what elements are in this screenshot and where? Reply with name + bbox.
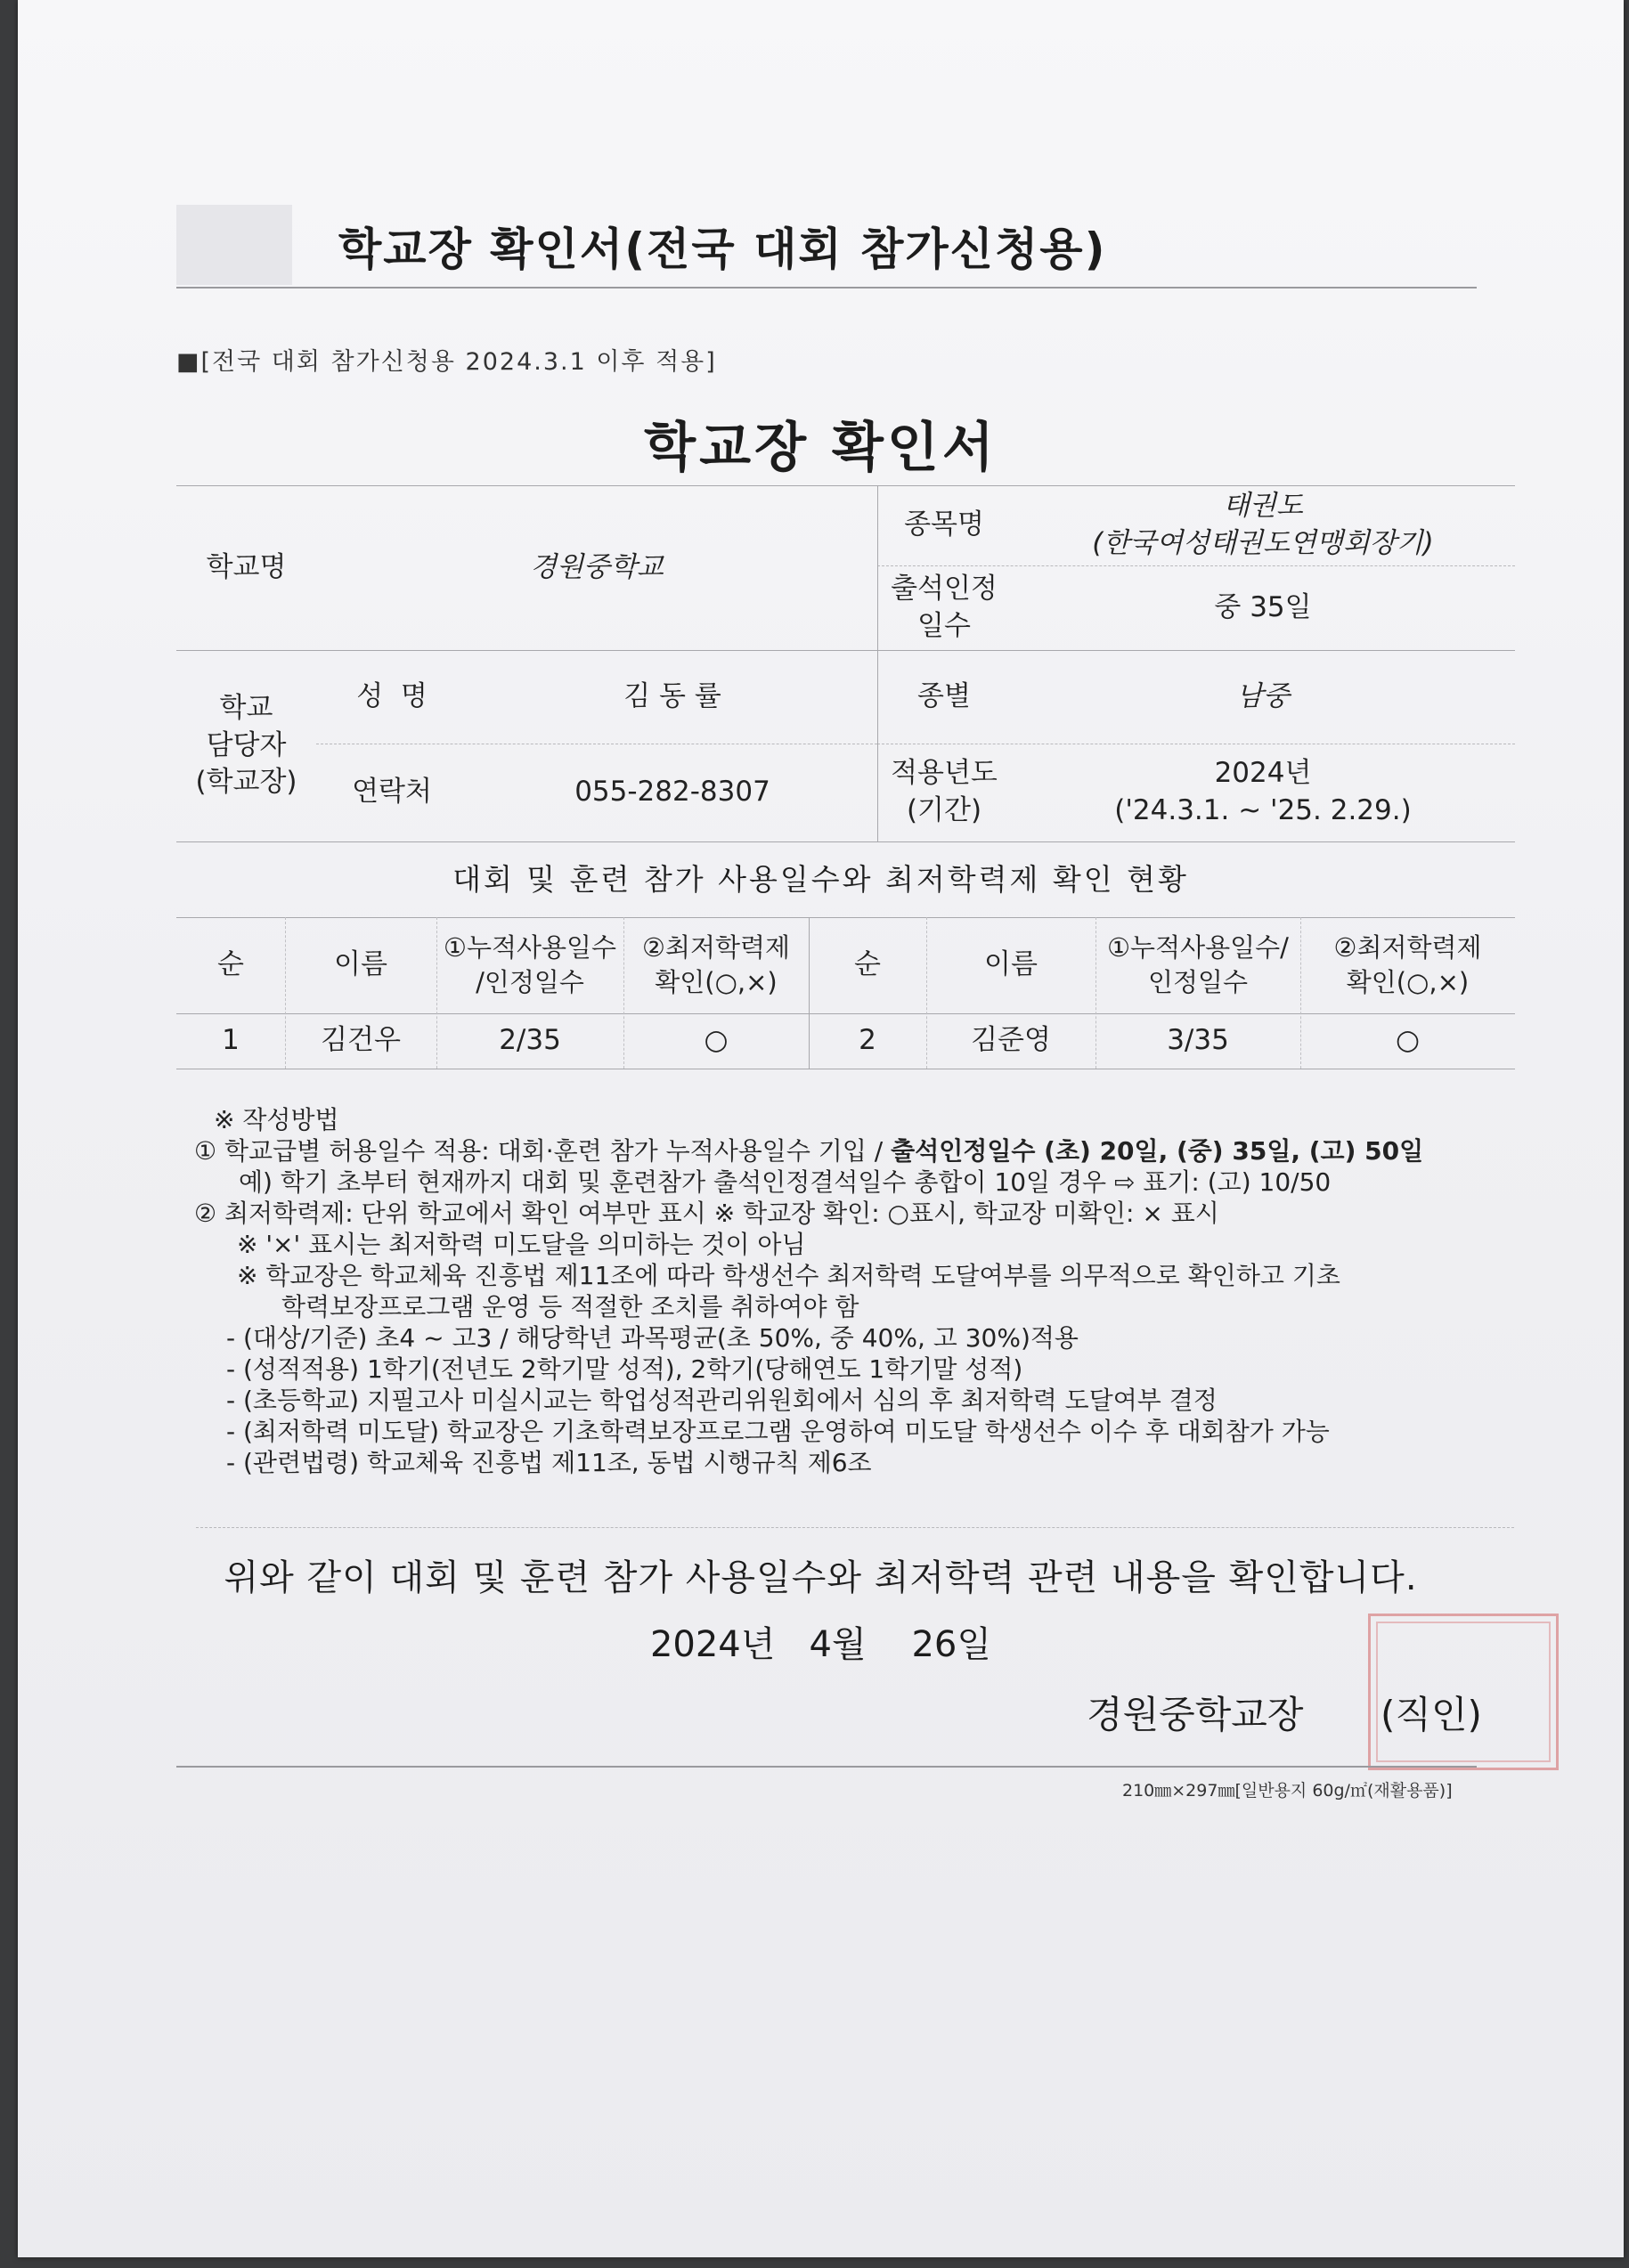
header-name: 이름 (334, 948, 387, 981)
header-days (1096, 917, 1300, 1013)
principal-signature: 경원중학교장 (1087, 1693, 1304, 1736)
row-check: ○ (1395, 1024, 1421, 1057)
document-title: 학교장 확인서 (644, 417, 998, 479)
header-line: ①누적사용일수 (443, 931, 617, 963)
header-line: ②최저학력제 (641, 931, 791, 963)
label-line: (기간) (906, 794, 982, 826)
header-line: /인정일수 (476, 967, 584, 997)
value-line: 2024년 (1214, 757, 1312, 790)
seal-label: (직인) (1381, 1693, 1482, 1736)
phone-value: 055-282-8307 (574, 776, 770, 809)
writing-instructions (194, 1104, 1530, 1478)
header-check (1300, 917, 1515, 1013)
paper-spec: 210㎜×297㎜[일반용지 60g/㎡(재활용품)] (1122, 1781, 1453, 1801)
label-line: 출석인정 (891, 572, 998, 605)
header-line: ②최저학력제 (1333, 931, 1482, 963)
event-value-line: 태권도 (1223, 490, 1303, 523)
row-days: 2/35 (499, 1024, 561, 1057)
event-value (1011, 485, 1515, 565)
contact-person-label (176, 650, 316, 841)
label-line: 학교 (219, 691, 273, 724)
header-line: ①누적사용일수/ (1107, 931, 1289, 963)
header-days (436, 917, 623, 1013)
label-line: (학교장) (195, 766, 297, 799)
status-section-title: 대회 및 훈련 참가 사용일수와 최저학력제 확인 현황 (452, 862, 1189, 897)
note-bullet: - (관련법령) 학교체육 진흥법 제11조, 동법 시행규칙 제6조 (226, 1448, 872, 1477)
document-header: 학교장 확인서(전국 대회 참가신청용) (338, 224, 1107, 275)
note-item: ② 최저학력제: 단위 학교에서 확인 여부만 표시 ※ 학교장 확인: ○표시, 학교장 미확인: × 표시 (194, 1199, 1219, 1228)
applicable-year-value (1011, 744, 1515, 841)
issue-date: 2024년 4월 26일 (649, 1624, 992, 1665)
event-value-line: (한국여성태권도연맹회장기) (1092, 527, 1434, 559)
header-rule (176, 287, 1477, 289)
notes-rule (196, 1527, 1514, 1528)
note-bullet: - (초등학교) 지필고사 미실시교는 학업성적관리위원회에서 심의 후 최저학력 도달여부 결정 (226, 1386, 1218, 1415)
header-no: 순 (854, 948, 881, 981)
note-item: ※ 학교장은 학교체육 진흥법 제11조에 따라 학생선수 최저학력 도달여부를 의무적으로 확인하고 기초 (237, 1261, 1340, 1290)
header-line: 확인(○,×) (1346, 967, 1470, 997)
note-bullet: - (성적적용) 1학기(전년도 2학기말 성적), 2학기(당해연도 1학기말 성적) (226, 1354, 1023, 1384)
attendance-days-label (877, 565, 1011, 650)
note-bullet: - (최저학력 미도달) 학교장은 기초학력보장프로그램 운영하여 미도달 학생선수 이수 후 대회참가 가능 (226, 1417, 1330, 1446)
school-name-label: 학교명 (206, 550, 287, 583)
row-days: 3/35 (1167, 1024, 1229, 1057)
header-shade (176, 205, 292, 285)
row-no: 2 (859, 1024, 876, 1057)
note-text: ① 학교급별 허용일수 적용: 대회·훈련 참가 누적사용일수 기입 / (194, 1136, 892, 1166)
note-item: 학력보장프로그램 운영 등 적절한 조치를 취하여야 함 (281, 1292, 859, 1321)
applicable-year-label (877, 744, 1011, 841)
name-value: 김 동 률 (623, 679, 721, 712)
row-no: 1 (222, 1024, 240, 1057)
value-line: ('24.3.1. ~ '25. 2.29.) (1114, 794, 1412, 826)
label-line: 일수 (917, 609, 971, 642)
note-item: ※ '×' 표시는 최저학력 미도달을 의미하는 것이 아님 (237, 1230, 806, 1259)
phone-label: 연락처 (352, 776, 432, 809)
applicability-notice: ■[전국 대회 참가신청용 2024.3.1 이후 적용] (176, 348, 717, 376)
confirmation-statement: 위와 같이 대회 및 훈련 참가 사용일수와 최저학력 관련 내용을 확인합니다. (224, 1557, 1418, 1598)
info-table-bottom (176, 841, 1515, 842)
header-line: 확인(○,×) (655, 967, 778, 997)
note-item (194, 1135, 1530, 1167)
note-bullet: - (대상/기준) 초4 ~ 고3 / 해당학년 과목평균(초 50%, 중 40%, 고 30%)적용 (226, 1323, 1079, 1353)
note-item: 예) 학기 초부터 현재까지 대회 및 훈련참가 출석인정결석일수 총합이 10일 경우 ⇨ 표기: (고) 10/50 (239, 1167, 1332, 1197)
header-name: 이름 (984, 948, 1038, 981)
event-label: 종목명 (904, 508, 984, 541)
header-no: 순 (217, 948, 244, 981)
label-line: 적용년도 (891, 757, 998, 790)
category-label: 종별 (917, 679, 971, 712)
document-page (18, 0, 1624, 2257)
row-name: 김준영 (971, 1024, 1051, 1057)
attendance-days-value: 중 35일 (1214, 590, 1312, 623)
notes-heading: ※ 작성방법 (214, 1105, 339, 1134)
header-check (623, 917, 809, 1013)
name-label: 성 명 (356, 679, 428, 712)
school-name-value: 경원중학교 (530, 550, 664, 583)
label-line: 담당자 (206, 728, 287, 761)
note-emphasis: 출석인정일수 (초) 20일, (중) 35일, (고) 50일 (891, 1136, 1424, 1166)
row-name: 김건우 (321, 1024, 401, 1057)
header-line: 인정일수 (1147, 967, 1249, 997)
footer-rule (176, 1766, 1477, 1768)
row-check: ○ (704, 1024, 729, 1057)
category-value: 남중 (1236, 679, 1290, 712)
